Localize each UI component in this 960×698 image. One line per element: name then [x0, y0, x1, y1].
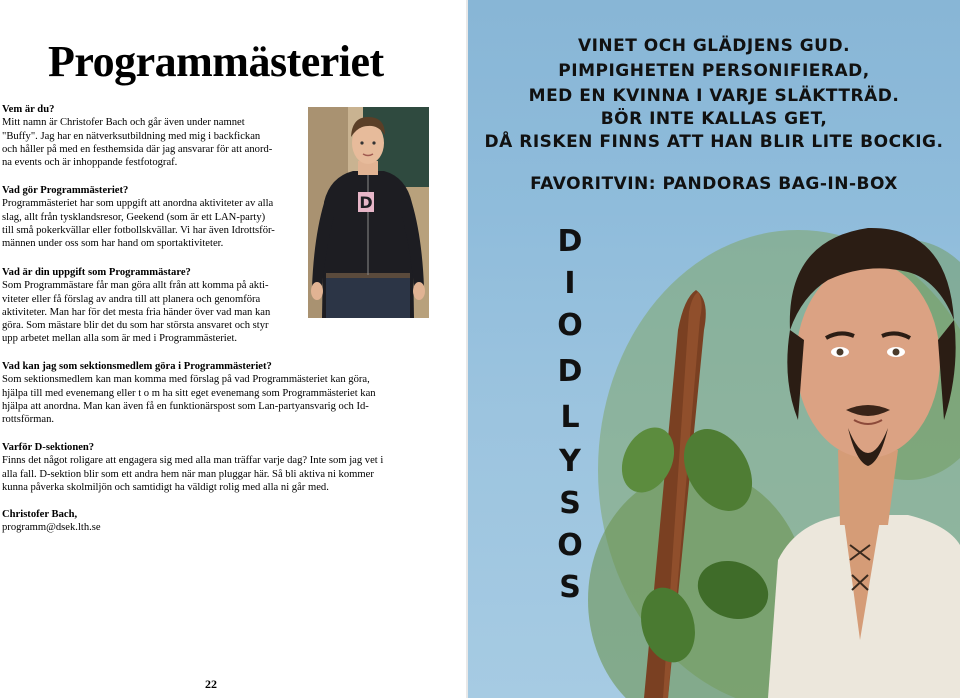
poster-line: DÅ RISKEN FINNS ATT HAN BLIR LITE BOCKIG. [484, 132, 944, 152]
section-line: Mitt namn är Christofer Bach och går även under namnet [2, 117, 245, 129]
signature-email: programm@dsek.lth.se [2, 522, 101, 534]
vertical-letter: O [557, 308, 583, 343]
section-line: Som Programmästare får man göra allt från att komma på akti- [2, 280, 269, 292]
section-line: till små pokerkvällar eller fotbollskvällar. Vi har även Idrottsför- [2, 224, 275, 236]
vertical-letter: Y [559, 444, 581, 479]
poster-line: MED EN KVINNA I VARJE SLÄKTTRÄD. [528, 86, 900, 106]
section-line: hjälpa till med evenemang eller t o m ha sitt eget evenemang som Programmästeriet kan [2, 387, 376, 399]
portrait-photo [308, 107, 429, 318]
section-line: "Buffy". Jag har en nätverksutbildning med mig i backfickan [2, 130, 261, 142]
section-line: och håller på med en festhemsida där jag ansvarar för att anord- [2, 143, 273, 155]
section-heading: Vad är din uppgift som Programmästare? [2, 267, 191, 278]
section-what [2, 184, 307, 250]
poster-line: VINET OCH GLÄDJENS GUD. [577, 36, 851, 56]
signature [2, 508, 302, 535]
section-line: Programmästeriet har som uppgift att anordna aktiviteter av alla [2, 198, 274, 210]
section-heading: Vad kan jag som sektionsmedlem göra i Programmästeriet? [2, 361, 272, 372]
signature-name: Christofer Bach, [2, 509, 78, 520]
vertical-letter: O [557, 528, 583, 563]
section-line: göra. Som mästare blir det du som har största ansvaret och styr [2, 320, 269, 332]
section-member [2, 360, 442, 426]
section-heading: Vad gör Programmästeriet? [2, 185, 129, 196]
section-who [2, 103, 302, 169]
section-line: männen under oss som har hand om sportaktiviteter. [2, 238, 224, 250]
section-line: slag, allt från tysklandsresor, Geekend (som är ett LAN-party) [2, 211, 266, 223]
section-line: rottsförman. [2, 414, 55, 426]
page-title: Programmästeriet [48, 37, 384, 86]
vertical-letter: I [564, 266, 576, 301]
section-heading: Varför D-sektionen? [2, 442, 95, 453]
vertical-letter: D [557, 224, 583, 259]
poster-favorite: FAVORITVIN: PANDORAS BAG-IN-BOX [530, 174, 898, 194]
section-line: kunna påverka skolmiljön och samtidigt ha väldigt rolig med alla ni går med. [2, 481, 329, 493]
section-line: upp arbetet mellan alla som är med i Programmästeriet. [2, 333, 238, 345]
right-page [468, 0, 960, 698]
section-line: aktiviteter. Man har för det mesta fria händer över vad man kan [2, 306, 271, 318]
vertical-letter: L [560, 400, 580, 435]
section-line: alla fall. D-sektion blir som ett andra hem när man pluggar här. Så bli aktiva ni kommer [2, 468, 374, 480]
portrait-illustration [308, 107, 429, 318]
section-task [2, 266, 307, 346]
poster-line: BÖR INTE KALLAS GET, [600, 109, 828, 129]
section-why [2, 441, 442, 494]
section-line: viteter eller få förslag av andra till att planera och genomföra [2, 293, 261, 305]
svg-text:D: D [359, 193, 373, 212]
page-number: 22 [205, 677, 217, 691]
section-line: Som sektionsmedlem kan man komma med förslag på vad Programmästeriet kan göra, [2, 374, 370, 386]
section-line: Finns det något roligare att engagera sig med alla man träffar varje dag? Inte som jag vet i [2, 455, 384, 467]
left-page [0, 0, 466, 698]
section-heading: Vem är du? [2, 104, 55, 115]
poster-line: PIMPIGHETEN PERSONIFIERAD, [558, 61, 870, 81]
vertical-letter: S [559, 486, 581, 521]
vertical-letter: D [557, 354, 583, 389]
vertical-letter: S [559, 570, 581, 605]
section-line: na events och är inhoppande festfotograf. [2, 157, 178, 169]
section-line: hjälpa att anordna. Man kan även få en funktionärspost som Lan-partyansvarig och Id- [2, 400, 369, 412]
